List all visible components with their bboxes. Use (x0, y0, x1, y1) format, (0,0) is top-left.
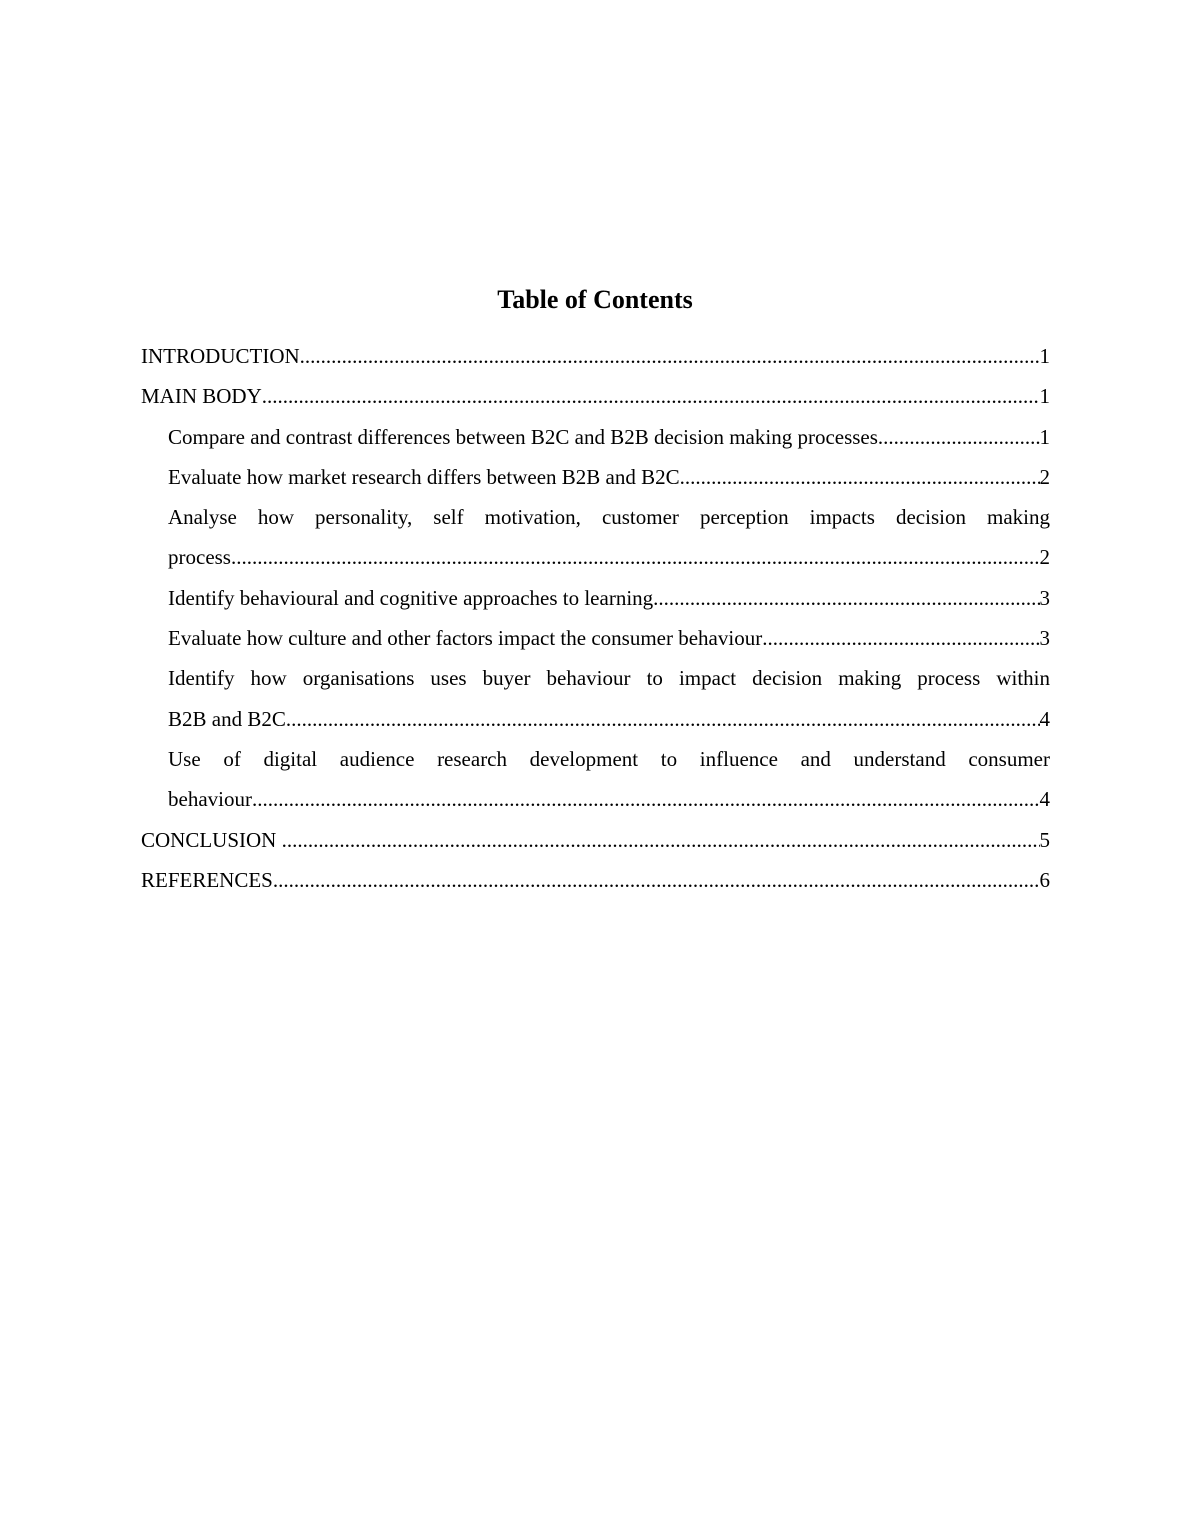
toc-entry-text: Compare and contrast differences between B2C and B2B decision making processes (168, 424, 878, 449)
toc-page-number: 1 (1039, 344, 1050, 368)
toc-entry-behavioural-cognitive[interactable] (168, 578, 1050, 618)
toc-page-number: 3 (1039, 626, 1050, 651)
toc-entry-lead-text: Identify how organisations uses buyer behaviour to impact decision making process within (168, 666, 1050, 691)
toc-entry-lead-text: Analyse how personality, self motivation, customer perception impacts decision making (168, 505, 1050, 530)
toc-entry-market-research[interactable] (168, 457, 1050, 497)
toc-page-number: 6 (1039, 867, 1050, 892)
toc-dot-leader (282, 820, 1040, 860)
toc-dot-leader (300, 336, 1040, 376)
toc-entry-main-body[interactable] (141, 376, 1050, 416)
toc-page-number: 5 (1039, 827, 1050, 852)
toc-entry-text: REFERENCES (141, 867, 273, 892)
toc-entry-text: Evaluate how market research differs between B2B and B2C (168, 464, 680, 489)
table-of-contents (141, 336, 1050, 900)
toc-title: Table of Contents (497, 285, 693, 314)
toc-entry-text: Identify behavioural and cognitive approaches to learning (168, 585, 654, 610)
toc-page-number: 1 (1039, 384, 1050, 409)
toc-entry-culture[interactable] (168, 618, 1050, 658)
toc-entry-text: MAIN BODY (141, 384, 262, 409)
toc-dot-leader (878, 417, 1040, 457)
toc-entry-text: Evaluate how culture and other factors impact the consumer behaviour (168, 626, 763, 651)
toc-entry-personality[interactable] (168, 497, 1050, 578)
toc-entry-lead-text: Use of digital audience research development to influence and understand consumer (168, 746, 1050, 771)
toc-page-number: 4 (1039, 706, 1050, 731)
toc-entry-conclusion[interactable] (141, 820, 1050, 860)
toc-page-number: 4 (1039, 787, 1050, 812)
toc-page-number: 3 (1039, 585, 1050, 610)
toc-dot-leader (273, 860, 1040, 900)
toc-dot-leader (653, 578, 1039, 618)
toc-entry-text: behaviour (168, 787, 252, 812)
toc-entry-text: CONCLUSION (141, 827, 282, 852)
toc-entry-text: B2B and B2C (168, 706, 286, 731)
toc-page-number: 2 (1039, 545, 1050, 570)
toc-page-number: 1 (1039, 424, 1050, 449)
toc-entry-references[interactable] (141, 860, 1050, 900)
toc-entry-digital-audience[interactable] (168, 739, 1050, 820)
toc-dot-leader (231, 537, 1040, 577)
toc-dot-leader (262, 376, 1040, 416)
toc-entry-text: process (168, 545, 231, 570)
toc-dot-leader (680, 457, 1040, 497)
toc-entry-introduction[interactable] (141, 336, 1050, 376)
toc-page-number: 2 (1039, 464, 1050, 489)
toc-entry-organisations[interactable] (168, 658, 1050, 739)
toc-dot-leader (286, 699, 1040, 739)
toc-entry-text: INTRODUCTION (141, 344, 300, 368)
toc-entry-compare-b2c-b2b[interactable] (168, 417, 1050, 457)
toc-dot-leader (762, 618, 1039, 658)
toc-dot-leader (252, 779, 1040, 819)
